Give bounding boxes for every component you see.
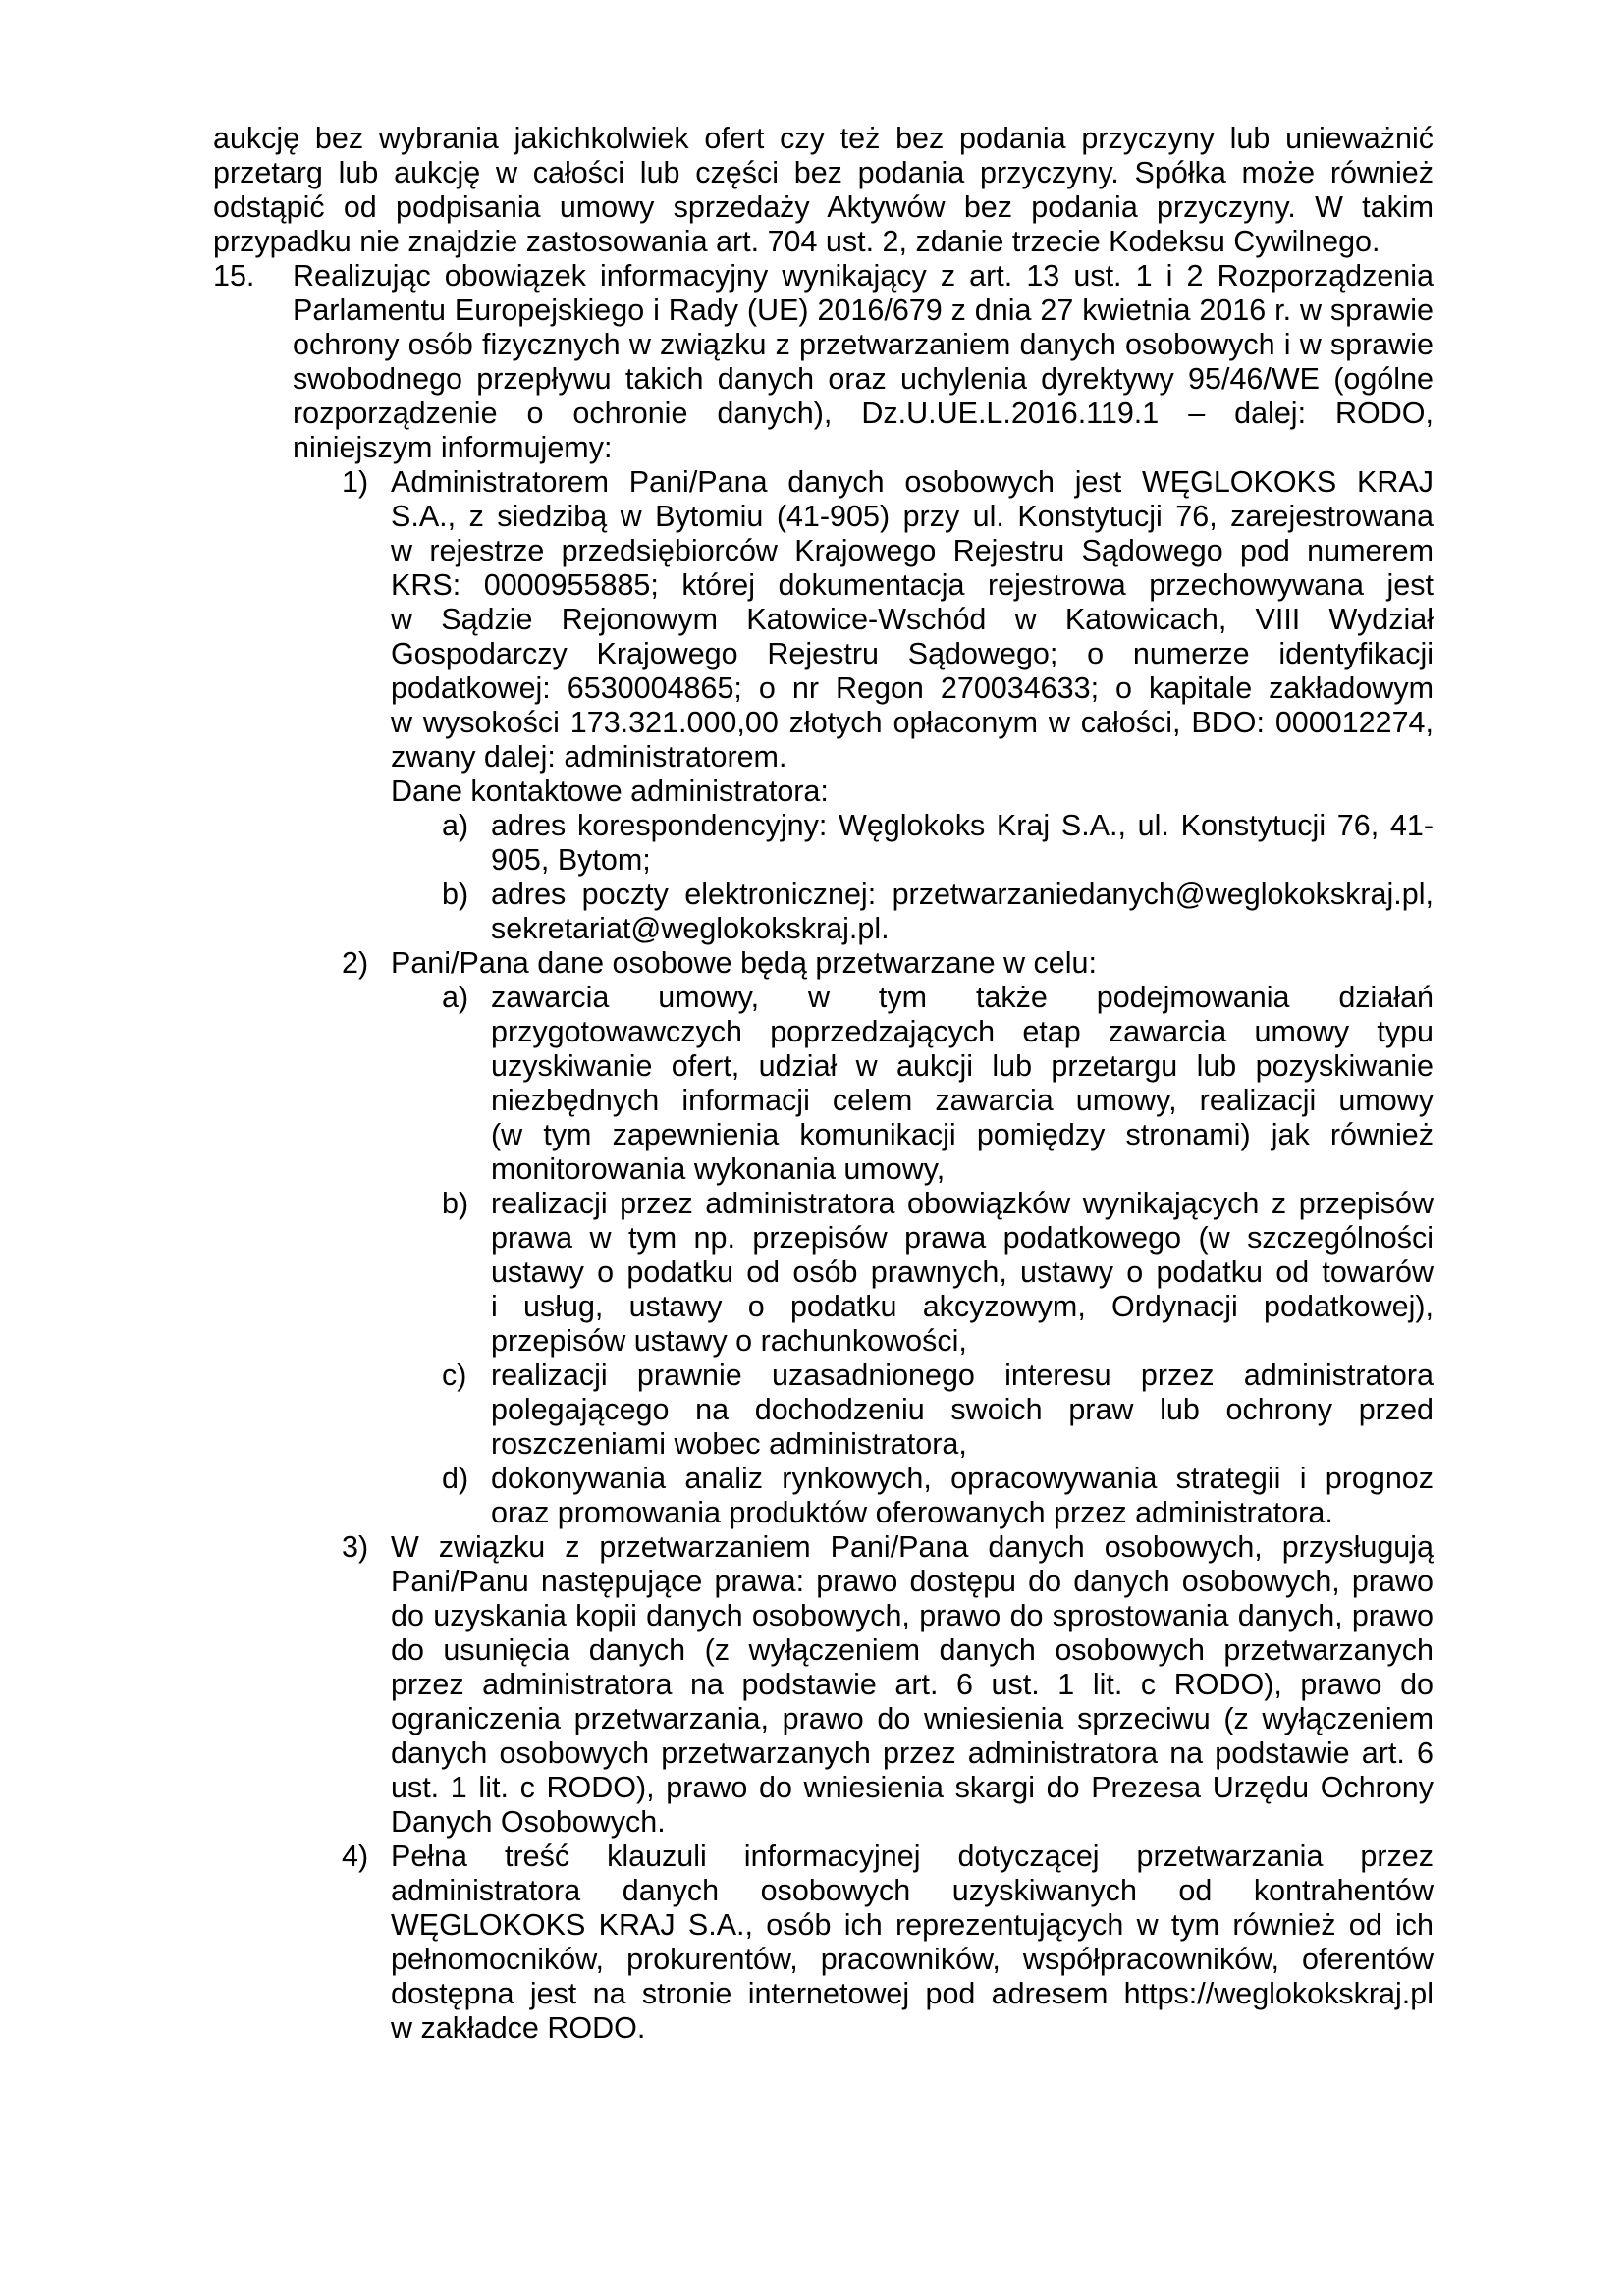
letter-item-1a-text: adres korespondencyjny: Węglokoks Kraj S.A., ul. Konstytucji 76, 41-905, Bytom;: [491, 809, 1434, 877]
subitem-1-body: [391, 465, 1434, 946]
letter-item-2b-text: realizacji przez administratora obowiązków wynikających z przepisów prawa w tym np. przepisów prawa podatkowego (w szczególności ustawy o podatku od osób prawnych, ustawy o podatku od towarów i usług, ustawy o podatku akcyzowym, Ordynacji podatkowej), przepisów ustawy o rachunkowości,: [491, 1187, 1434, 1358]
letter-item-2d-marker: d): [442, 1462, 469, 1495]
subitem-3-body: [391, 1530, 1434, 1840]
list-item-15: [213, 259, 1434, 2046]
subitem-1-text: Administratorem Pani/Pana danych osobowych jest WĘGLOKOKS KRAJ S.A., z siedzibą w Bytomiu (41-905) przy ul. Konstytucji 76, zarejestrowana w rejestrze przedsiębiorców Krajowego Rejestru Sądowego pod numerem KRS: 0000955885; której dokumentacja rejestrowa przechowywana jest w Sądzie Rejonowym Katowice-Wschód w Katowicach, VIII Wydział Gospodarczy Krajowego Rejestru Sądowego; o numerze identyfikacji podatkowej: 6530004865; o nr Regon 270034633; o kapitale zakładowym w wysokości 173.321.000,00 złotych opłaconym w całości, BDO: 000012274, zwany dalej: administratorem.: [391, 465, 1434, 774]
letter-item-1b-marker: b): [442, 878, 469, 911]
subitem-3-marker: 3): [342, 1530, 369, 1564]
subitem-4: [342, 1840, 1434, 2046]
letter-item-2b: [442, 1187, 1434, 1359]
letter-item-2c: [442, 1359, 1434, 1462]
subitem-2-body: [391, 946, 1434, 1530]
letter-item-2c-marker: c): [442, 1359, 467, 1392]
document-content: [213, 122, 1434, 2046]
item-15-text: Realizując obowiązek informacyjny wynikający z art. 13 ust. 1 i 2 Rozporządzenia Parlamentu Europejskiego i Rady (UE) 2016/679 z dnia 27 kwietnia 2016 r. w sprawie ochrony osób fizycznych w związku z przetwarzaniem danych osobowych i w sprawie swobodnego przepływu takich danych oraz uchylenia dyrektywy 95/46/WE (ogólne rozporządzenie o ochronie danych), Dz.U.UE.L.2016.119.1 – dalej: RODO, niniejszym informujemy:: [293, 259, 1434, 464]
subitem-1-marker: 1): [342, 465, 369, 499]
subitem-4-marker: 4): [342, 1840, 369, 1873]
intro-paragraph: aukcję bez wybrania jakichkolwiek ofert czy też bez podania przyczyny lub unieważnić przetarg lub aukcję w całości lub części bez podania przyczyny. Spółka może również odstąpić od podpisania umowy sprzedaży Aktywów bez podania przyczyny. W takim przypadku nie znajdzie zastosowania art. 704 ust. 2, zdanie trzecie Kodeksu Cywilnego.: [213, 122, 1434, 258]
letter-item-2c-text: realizacji prawnie uzasadnionego interesu przez administratora polegającego na dochodzeniu swoich praw lub ochrony przed roszczeniami wobec administratora,: [491, 1359, 1434, 1461]
subitem-3-text: W związku z przetwarzaniem Pani/Pana danych osobowych, przysługują Pani/Panu następujące prawa: prawo dostępu do danych osobowych, prawo do uzyskania kopii danych osobowych, prawo do sprostowania danych, prawo do usunięcia danych (z wyłączeniem danych osobowych przetwarzanych przez administratora na podstawie art. 6 ust. 1 lit. c RODO), prawo do ograniczenia przetwarzania, prawo do wniesienia sprzeciwu (z wyłączeniem danych osobowych przetwarzanych przez administratora na podstawie art. 6 ust. 1 lit. c RODO), prawo do wniesienia skargi do Prezesa Urzędu Ochrony Danych Osobowych.: [391, 1530, 1434, 1839]
subitem-3: [342, 1530, 1434, 1840]
subitem-2-marker: 2): [342, 946, 369, 980]
contact-details-subheading: Dane kontaktowe administratora:: [391, 774, 829, 808]
subitem-4-body: [391, 1840, 1434, 2046]
letter-item-2d: [442, 1462, 1434, 1530]
letter-item-1a: [442, 809, 1434, 878]
subitem-1: [342, 465, 1434, 946]
letter-item-1a-marker: a): [442, 809, 469, 842]
letter-item-2b-marker: b): [442, 1187, 469, 1220]
subitem-2: [342, 946, 1434, 1530]
letter-item-1b-text: adres poczty elektronicznej: przetwarzaniedanych@weglokokskraj.pl, sekretariat@weglokokskraj.pl.: [491, 878, 1434, 945]
letter-item-1b: [442, 878, 1434, 946]
item-15-marker: 15.: [213, 259, 255, 293]
subitem-2-text: Pani/Pana dane osobowe będą przetwarzane w celu:: [391, 946, 1097, 980]
subitem-4-text: Pełna treść klauzuli informacyjnej dotyczącej przetwarzania przez administratora danych osobowych uzyskiwanych od kontrahentów WĘGLOKOKS KRAJ S.A., osób ich reprezentujących w tym również od ich pełnomocników, prokurentów, pracowników, współpracowników, oferentów dostępna jest na stronie internetowej pod adresem https://weglokokskraj.pl w zakładce RODO.: [391, 1840, 1434, 2045]
letter-item-2a-text: zawarcia umowy, w tym także podejmowania działań przygotowawczych poprzedzających etap zawarcia umowy typu uzyskiwanie ofert, udział w aukcji lub przetargu lub pozyskiwanie niezbędnych informacji celem zawarcia umowy, realizacji umowy (w tym zapewnienia komunikacji pomiędzy stronami) jak również monitorowania wykonania umowy,: [491, 981, 1434, 1186]
item-15-body: [293, 259, 1434, 2046]
letter-item-2d-text: dokonywania analiz rynkowych, opracowywania strategii i prognoz oraz promowania produktów oferowanych przez administratora.: [491, 1462, 1434, 1529]
letter-item-2a: [442, 981, 1434, 1187]
letter-item-2a-marker: a): [442, 981, 469, 1014]
